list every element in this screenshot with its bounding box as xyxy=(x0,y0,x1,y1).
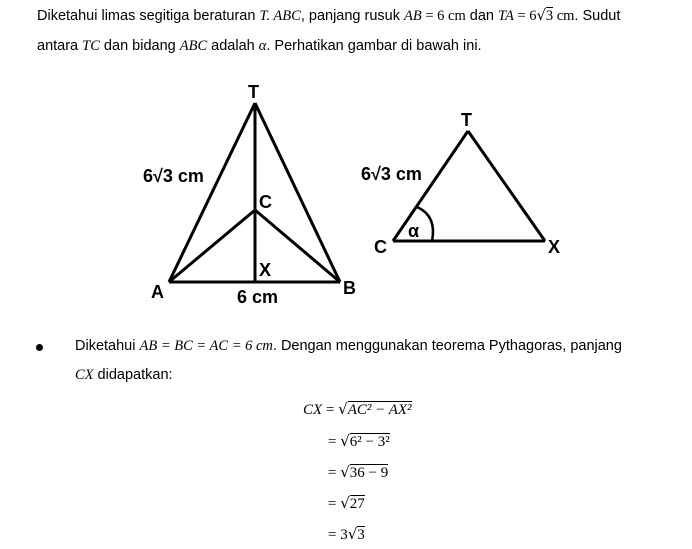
edge-tx xyxy=(468,131,545,241)
edge-ac xyxy=(169,210,255,282)
label-x-right: X xyxy=(548,237,561,257)
derivation-row-3 xyxy=(328,463,388,482)
math-ab: AB xyxy=(404,8,422,24)
equals-sign: = xyxy=(328,465,337,481)
text: dan bidang xyxy=(99,38,180,54)
bullet-line-1 xyxy=(75,338,622,355)
label-b: B xyxy=(343,278,356,298)
equals-sign: = xyxy=(328,434,337,450)
sqrt-symbol: √ xyxy=(340,494,350,512)
math-tc: TC xyxy=(82,38,100,54)
coefficient: 3 xyxy=(340,527,348,543)
text: Diketahui limas segitiga beraturan xyxy=(37,8,260,24)
sqrt-symbol: √ xyxy=(338,400,348,418)
math-ab-value: = 6 cm xyxy=(421,8,466,24)
edge-ta xyxy=(169,103,255,282)
sqrt-symbol: √ xyxy=(340,432,350,450)
bullet-line-2 xyxy=(75,367,173,384)
pyramid-figure xyxy=(169,103,340,282)
sqrt-symbol: √ xyxy=(347,525,358,543)
text: . Perhatikan gambar di bawah ini. xyxy=(266,38,482,54)
equals-sign: = xyxy=(328,527,337,543)
unit: cm xyxy=(553,8,575,24)
text: didapatkan: xyxy=(93,367,173,383)
text: adalah xyxy=(207,38,259,54)
text: Diketahui xyxy=(75,338,140,354)
edge-length-label-right: 6√3 cm xyxy=(361,164,422,184)
equals-sign: = xyxy=(325,402,335,418)
math-alpha: α xyxy=(258,38,267,54)
derivation-row-1 xyxy=(303,400,412,419)
radicand: 3 xyxy=(357,527,365,543)
text: antara xyxy=(37,38,83,54)
label-t-right: T xyxy=(461,110,472,130)
bullet-point xyxy=(36,344,43,351)
derivation-row-4 xyxy=(328,494,365,513)
math-cx: CX xyxy=(75,367,94,383)
math-ta-value: = 6 xyxy=(513,8,537,24)
radicand: AC² − AX² xyxy=(347,402,412,418)
math-sides-equal: AB = BC = AC = 6 cm xyxy=(139,338,273,354)
text: dan xyxy=(465,8,499,24)
label-x: X xyxy=(259,260,272,280)
label-c-right: C xyxy=(374,237,387,257)
radicand: 36 − 9 xyxy=(349,465,389,481)
edge-ct xyxy=(393,131,468,241)
pyramid-name: T. ABC xyxy=(259,8,301,24)
edge-length-label: 6√3 cm xyxy=(143,166,204,186)
text: . Dengan menggunakan teorema Pythagoras, panjang xyxy=(272,338,622,354)
equals-sign: = xyxy=(328,496,337,512)
sqrt-symbol: √ xyxy=(340,463,350,481)
label-t: T xyxy=(248,82,259,102)
label-c: C xyxy=(259,192,272,212)
radicand: 3 xyxy=(545,8,554,24)
lhs-cx: CX xyxy=(303,402,323,418)
label-a: A xyxy=(151,282,164,302)
text: , panjang rusuk xyxy=(300,8,405,24)
angle-alpha-label: α xyxy=(408,221,420,241)
math-ta: TA xyxy=(498,8,514,24)
derivation-row-2 xyxy=(328,432,390,451)
base-length-label: 6 cm xyxy=(237,287,279,307)
math-abc: ABC xyxy=(179,38,208,54)
radicand: 27 xyxy=(349,496,365,512)
angle-arc xyxy=(417,207,433,241)
text: . Sudut xyxy=(574,8,621,24)
radicand: 6² − 3² xyxy=(349,434,390,450)
derivation-row-5 xyxy=(328,525,365,544)
sqrt-symbol: √ xyxy=(536,8,546,24)
